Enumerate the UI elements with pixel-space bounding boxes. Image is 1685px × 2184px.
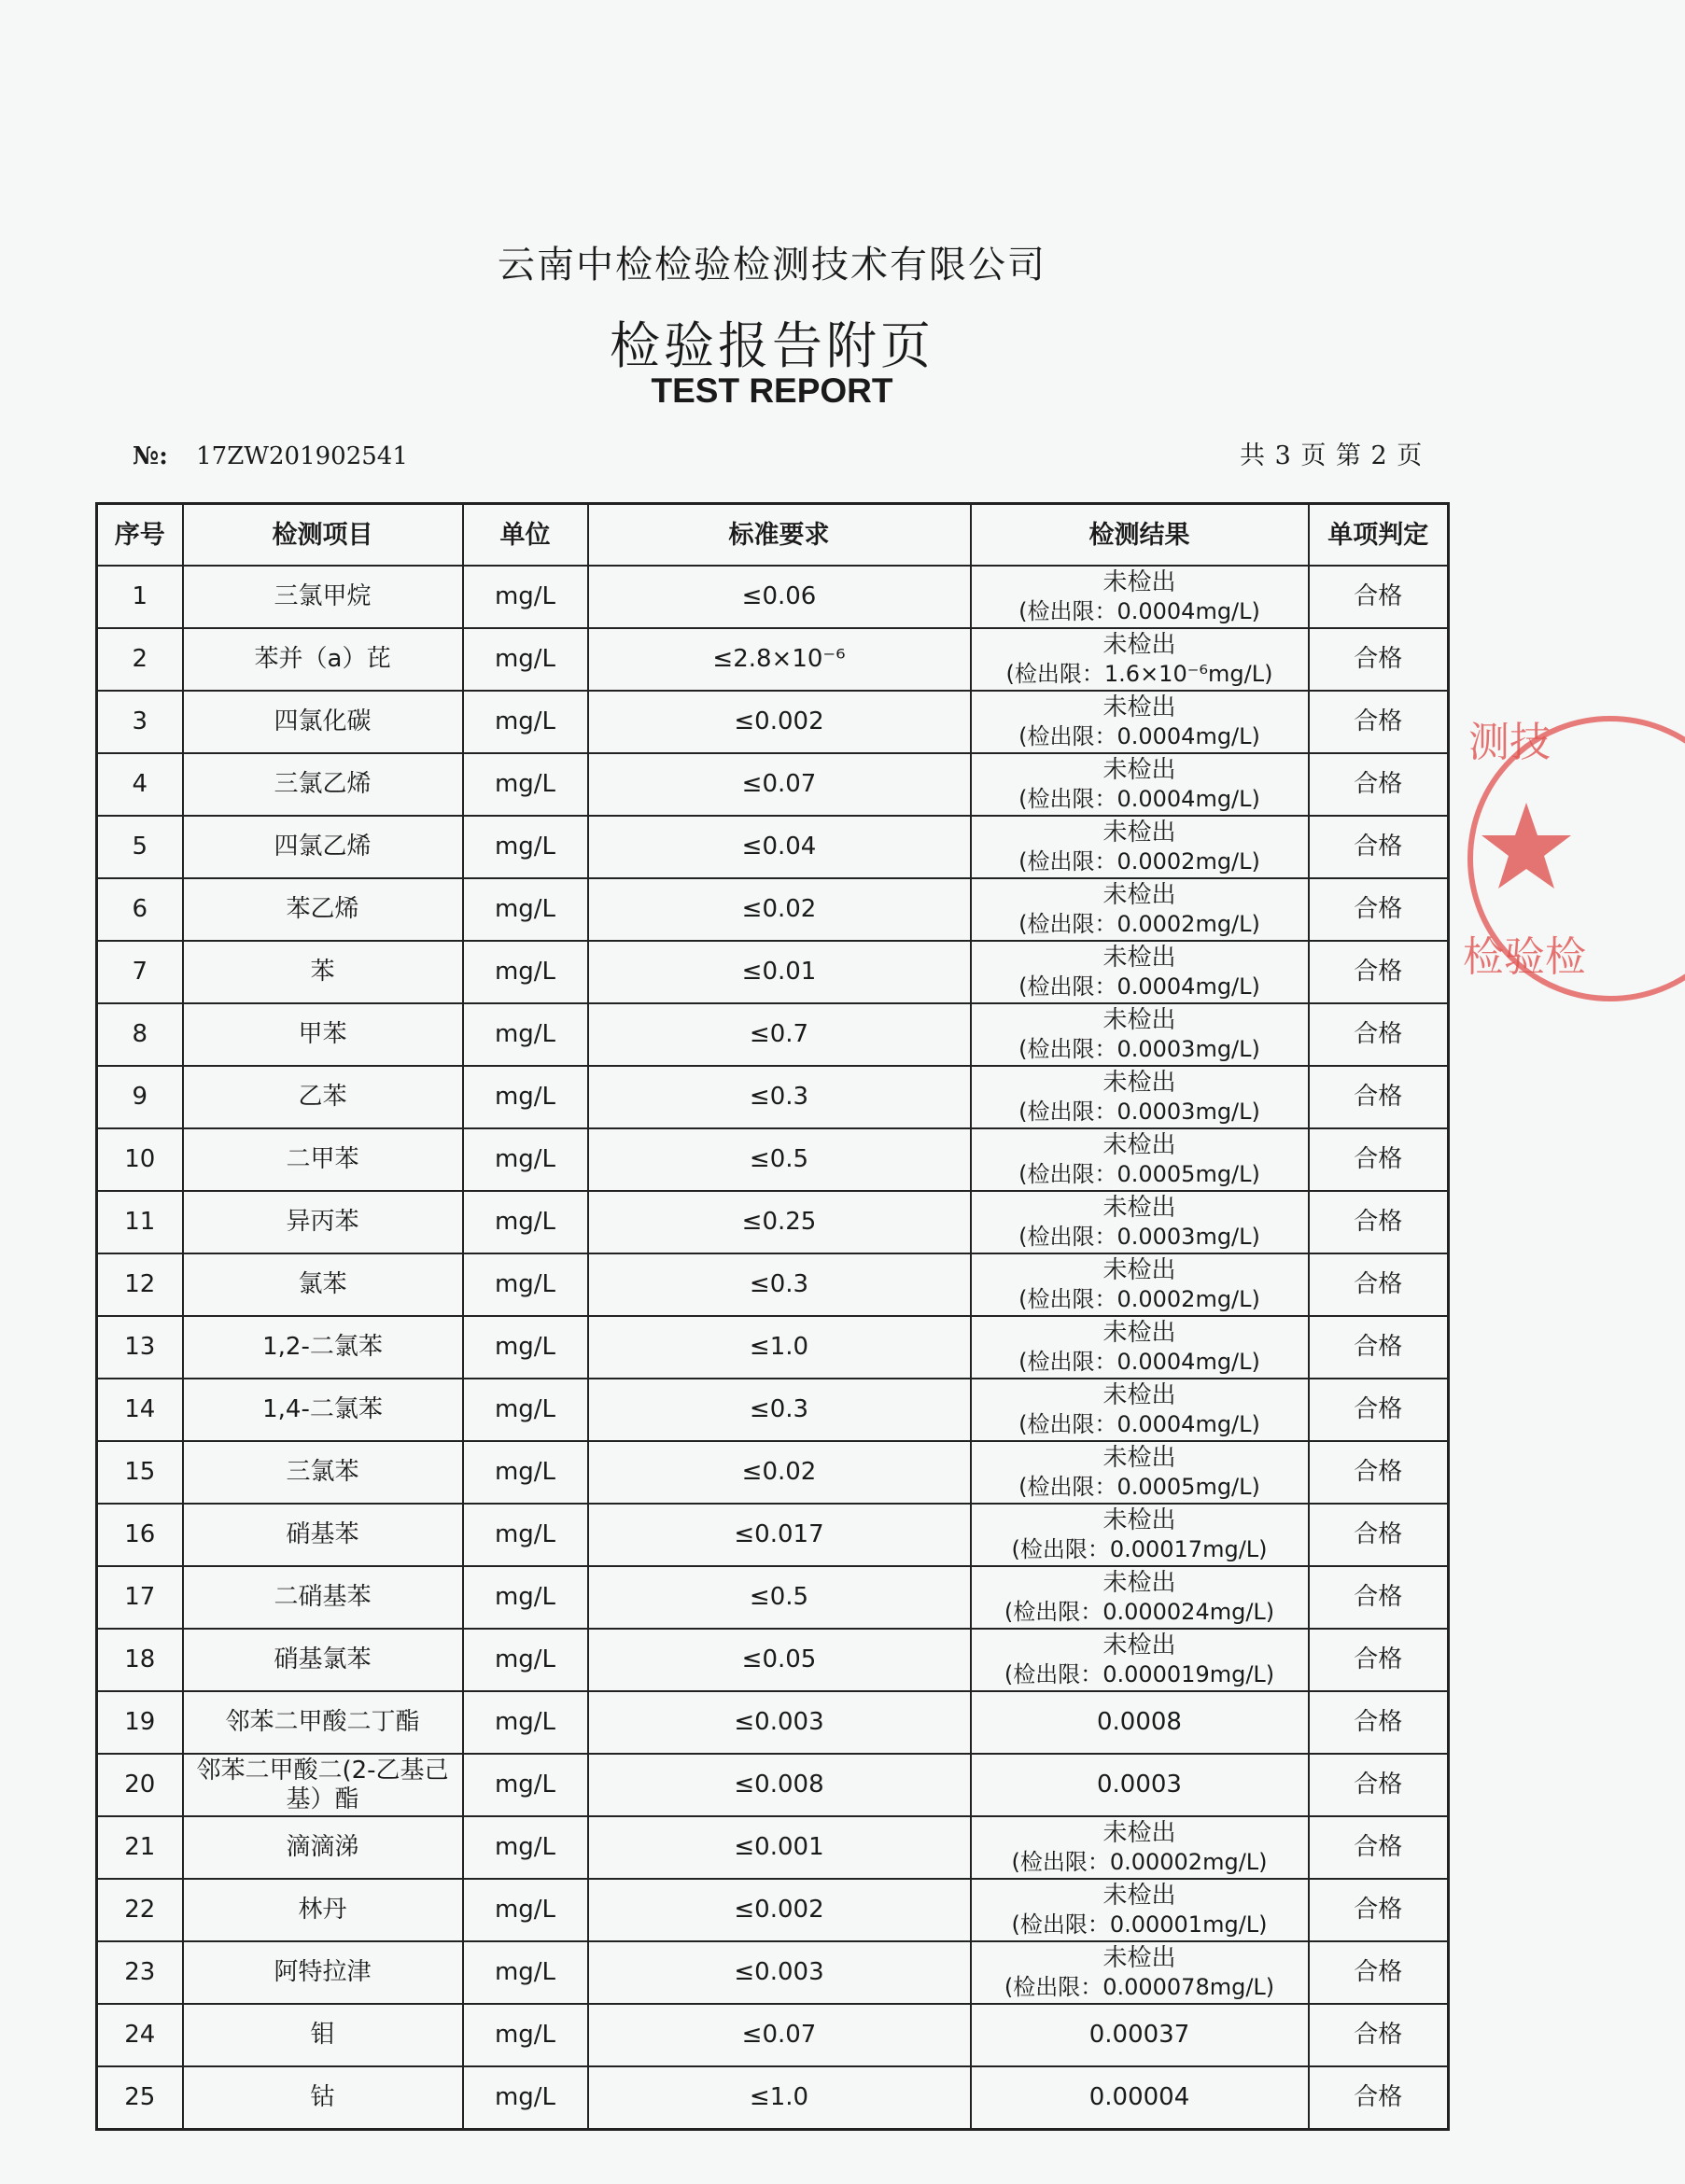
table-row bbox=[97, 878, 1449, 941]
cell-judgement: 合格 bbox=[1309, 1816, 1449, 1879]
cell-standard: ≤0.7 bbox=[588, 1003, 971, 1066]
cell-judgement: 合格 bbox=[1309, 1379, 1449, 1441]
cell-unit: mg/L bbox=[463, 1003, 588, 1066]
cell-judgement: 合格 bbox=[1309, 2066, 1449, 2130]
cell-item: 二硝基苯 bbox=[183, 1566, 463, 1629]
table-row bbox=[97, 941, 1449, 1003]
cell-no: 13 bbox=[97, 1316, 183, 1379]
cell-judgement: 合格 bbox=[1309, 1629, 1449, 1691]
cell-result bbox=[971, 878, 1309, 941]
detection-limit: (检出限：0.0004mg/L) bbox=[1018, 1410, 1260, 1437]
detection-limit: (检出限：0.00002mg/L) bbox=[1011, 1848, 1268, 1875]
detection-limit: (检出限：0.0002mg/L) bbox=[1018, 1285, 1260, 1312]
cell-judgement: 合格 bbox=[1309, 691, 1449, 753]
cell-result bbox=[971, 1316, 1309, 1379]
detection-limit: (检出限：0.000024mg/L) bbox=[1004, 1598, 1275, 1625]
table-row bbox=[97, 1691, 1449, 1754]
result-value: 未检出 bbox=[1102, 567, 1176, 596]
table-row bbox=[97, 1003, 1449, 1066]
cell-no: 5 bbox=[97, 816, 183, 878]
detection-limit: (检出限：0.00017mg/L) bbox=[1011, 1535, 1268, 1562]
cell-standard: ≤0.002 bbox=[588, 1879, 971, 1941]
table-row bbox=[97, 566, 1449, 628]
cell-no: 10 bbox=[97, 1128, 183, 1191]
cell-item: 阿特拉津 bbox=[183, 1941, 463, 2004]
detection-limit: (检出限：0.0002mg/L) bbox=[1018, 910, 1260, 937]
cell-judgement: 合格 bbox=[1309, 1566, 1449, 1629]
cell-unit: mg/L bbox=[463, 816, 588, 878]
cell-unit: mg/L bbox=[463, 2004, 588, 2066]
cell-standard: ≤0.008 bbox=[588, 1754, 971, 1816]
cell-item: 钼 bbox=[183, 2004, 463, 2066]
cell-no: 25 bbox=[97, 2066, 183, 2130]
cell-result bbox=[971, 1003, 1309, 1066]
cell-result bbox=[971, 1379, 1309, 1441]
result-value: 未检出 bbox=[1102, 1631, 1176, 1659]
cell-standard: ≤1.0 bbox=[588, 1316, 971, 1379]
cell-standard: ≤0.06 bbox=[588, 566, 971, 628]
cell-standard: ≤0.01 bbox=[588, 941, 971, 1003]
cell-no: 1 bbox=[97, 566, 183, 628]
cell-item: 1,4-二氯苯 bbox=[183, 1379, 463, 1441]
result-value: 0.00004 bbox=[1088, 2083, 1190, 2111]
detection-limit: (检出限：0.00001mg/L) bbox=[1011, 1911, 1268, 1938]
table-row bbox=[97, 1566, 1449, 1629]
cell-result bbox=[971, 1566, 1309, 1629]
cell-standard: ≤0.07 bbox=[588, 2004, 971, 2066]
result-value: 未检出 bbox=[1102, 630, 1176, 659]
cell-judgement: 合格 bbox=[1309, 1191, 1449, 1253]
cell-result bbox=[971, 1941, 1309, 2004]
result-value: 未检出 bbox=[1102, 1443, 1176, 1472]
cell-no: 21 bbox=[97, 1816, 183, 1879]
table-row bbox=[97, 2066, 1449, 2130]
cell-judgement: 合格 bbox=[1309, 566, 1449, 628]
cell-result bbox=[971, 941, 1309, 1003]
table-row bbox=[97, 1253, 1449, 1316]
detection-limit: (检出限：0.0004mg/L) bbox=[1018, 785, 1260, 812]
table-row bbox=[97, 816, 1449, 878]
page-info: 共 3 页 第 2 页 bbox=[1240, 441, 1424, 470]
cell-judgement: 合格 bbox=[1309, 1691, 1449, 1754]
detection-limit: (检出限：1.6×10⁻⁶mg/L) bbox=[1005, 660, 1273, 687]
result-value: 未检出 bbox=[1102, 1255, 1176, 1284]
detection-limit: (检出限：0.0005mg/L) bbox=[1018, 1473, 1260, 1500]
table-row bbox=[97, 2004, 1449, 2066]
cell-judgement: 合格 bbox=[1309, 1941, 1449, 2004]
table-row bbox=[97, 1754, 1449, 1816]
cell-result bbox=[971, 1504, 1309, 1566]
result-value: 未检出 bbox=[1102, 1068, 1176, 1097]
cell-standard: ≤0.02 bbox=[588, 1441, 971, 1504]
result-value: 未检出 bbox=[1102, 1380, 1176, 1409]
cell-standard: ≤0.5 bbox=[588, 1566, 971, 1629]
cell-result bbox=[971, 691, 1309, 753]
cell-no: 3 bbox=[97, 691, 183, 753]
cell-unit: mg/L bbox=[463, 1566, 588, 1629]
cell-judgement: 合格 bbox=[1309, 1128, 1449, 1191]
seal-text-top: 测技 bbox=[1468, 719, 1551, 766]
cell-judgement: 合格 bbox=[1309, 1316, 1449, 1379]
cell-item: 三氯乙烯 bbox=[183, 753, 463, 816]
cell-result bbox=[971, 1441, 1309, 1504]
detection-limit: (检出限：0.0004mg/L) bbox=[1018, 973, 1260, 1000]
report-number-label: №: bbox=[133, 442, 168, 470]
cell-result bbox=[971, 1128, 1309, 1191]
cell-standard: ≤2.8×10⁻⁶ bbox=[588, 628, 971, 691]
result-value: 未检出 bbox=[1102, 693, 1176, 721]
cell-result bbox=[971, 816, 1309, 878]
table-row bbox=[97, 1879, 1449, 1941]
result-value: 0.0003 bbox=[1097, 1771, 1182, 1799]
cell-standard: ≤0.3 bbox=[588, 1066, 971, 1128]
cell-standard: ≤0.5 bbox=[588, 1128, 971, 1191]
cell-judgement: 合格 bbox=[1309, 878, 1449, 941]
cell-result bbox=[971, 1754, 1309, 1816]
detection-limit: (检出限：0.0004mg/L) bbox=[1018, 597, 1260, 624]
table-row bbox=[97, 628, 1449, 691]
result-value: 0.00037 bbox=[1088, 2021, 1190, 2049]
table-row bbox=[97, 1441, 1449, 1504]
results-table bbox=[95, 502, 1450, 2131]
table-row bbox=[97, 753, 1449, 816]
detection-limit: (检出限：0.0005mg/L) bbox=[1018, 1160, 1260, 1187]
cell-no: 12 bbox=[97, 1253, 183, 1316]
cell-item: 邻苯二甲酸二(2-乙基己基）酯 bbox=[183, 1754, 463, 1816]
cell-unit: mg/L bbox=[463, 1879, 588, 1941]
cell-no: 9 bbox=[97, 1066, 183, 1128]
cell-standard: ≤0.017 bbox=[588, 1504, 971, 1566]
report-number-value: 17ZW201902541 bbox=[196, 442, 408, 470]
cell-unit: mg/L bbox=[463, 1754, 588, 1816]
table-row bbox=[97, 1629, 1449, 1691]
cell-unit: mg/L bbox=[463, 1816, 588, 1879]
cell-item: 四氯化碳 bbox=[183, 691, 463, 753]
cell-unit: mg/L bbox=[463, 941, 588, 1003]
cell-item: 硝基苯 bbox=[183, 1504, 463, 1566]
column-header-no: 序号 bbox=[97, 504, 183, 567]
cell-result bbox=[971, 1253, 1309, 1316]
column-header-judgement: 单项判定 bbox=[1309, 504, 1449, 567]
report-title: 检验报告附页 bbox=[610, 316, 934, 375]
table-row bbox=[97, 1379, 1449, 1441]
cell-judgement: 合格 bbox=[1309, 1003, 1449, 1066]
company-name: 云南中检检验检测技术有限公司 bbox=[498, 244, 1046, 287]
cell-unit: mg/L bbox=[463, 628, 588, 691]
cell-standard: ≤0.25 bbox=[588, 1191, 971, 1253]
cell-unit: mg/L bbox=[463, 1379, 588, 1441]
cell-no: 16 bbox=[97, 1504, 183, 1566]
detection-limit: (检出限：0.0004mg/L) bbox=[1018, 1348, 1260, 1375]
cell-unit: mg/L bbox=[463, 878, 588, 941]
cell-unit: mg/L bbox=[463, 1629, 588, 1691]
cell-standard: ≤0.3 bbox=[588, 1253, 971, 1316]
table-row bbox=[97, 1066, 1449, 1128]
cell-result bbox=[971, 566, 1309, 628]
cell-item: 钴 bbox=[183, 2066, 463, 2130]
column-header-standard: 标准要求 bbox=[588, 504, 971, 567]
result-value: 未检出 bbox=[1102, 1568, 1176, 1597]
cell-standard: ≤0.05 bbox=[588, 1629, 971, 1691]
cell-standard: ≤0.07 bbox=[588, 753, 971, 816]
cell-judgement: 合格 bbox=[1309, 1066, 1449, 1128]
cell-item: 硝基氯苯 bbox=[183, 1629, 463, 1691]
cell-no: 20 bbox=[97, 1754, 183, 1816]
result-value: 未检出 bbox=[1102, 1318, 1176, 1347]
table-body bbox=[97, 566, 1449, 2130]
cell-judgement: 合格 bbox=[1309, 628, 1449, 691]
cell-unit: mg/L bbox=[463, 1128, 588, 1191]
cell-no: 4 bbox=[97, 753, 183, 816]
cell-item: 苯 bbox=[183, 941, 463, 1003]
result-value: 未检出 bbox=[1102, 943, 1176, 972]
table-row bbox=[97, 1128, 1449, 1191]
detection-limit: (检出限：0.0003mg/L) bbox=[1018, 1098, 1260, 1125]
column-header-unit: 单位 bbox=[463, 504, 588, 567]
result-value: 0.0008 bbox=[1097, 1708, 1182, 1736]
cell-no: 2 bbox=[97, 628, 183, 691]
cell-item: 二甲苯 bbox=[183, 1128, 463, 1191]
cell-unit: mg/L bbox=[463, 753, 588, 816]
detection-limit: (检出限：0.000078mg/L) bbox=[1004, 1973, 1275, 2000]
cell-result bbox=[971, 1816, 1309, 1879]
cell-item: 三氯甲烷 bbox=[183, 566, 463, 628]
table-row bbox=[97, 1941, 1449, 2004]
cell-judgement: 合格 bbox=[1309, 2004, 1449, 2066]
cell-judgement: 合格 bbox=[1309, 1253, 1449, 1316]
cell-unit: mg/L bbox=[463, 1253, 588, 1316]
cell-item: 三氯苯 bbox=[183, 1441, 463, 1504]
cell-standard: ≤0.003 bbox=[588, 1691, 971, 1754]
cell-standard: ≤0.003 bbox=[588, 1941, 971, 2004]
cell-item: 异丙苯 bbox=[183, 1191, 463, 1253]
cell-item: 1,2-二氯苯 bbox=[183, 1316, 463, 1379]
result-value: 未检出 bbox=[1102, 1943, 1176, 1972]
cell-unit: mg/L bbox=[463, 1066, 588, 1128]
cell-item: 林丹 bbox=[183, 1879, 463, 1941]
cell-result bbox=[971, 1879, 1309, 1941]
cell-result bbox=[971, 1691, 1309, 1754]
result-value: 未检出 bbox=[1102, 880, 1176, 909]
seal-text-bottom: 检验检 bbox=[1463, 933, 1586, 981]
cell-no: 17 bbox=[97, 1566, 183, 1629]
cell-standard: ≤1.0 bbox=[588, 2066, 971, 2130]
cell-no: 18 bbox=[97, 1629, 183, 1691]
cell-result bbox=[971, 1191, 1309, 1253]
cell-item: 乙苯 bbox=[183, 1066, 463, 1128]
cell-judgement: 合格 bbox=[1309, 941, 1449, 1003]
cell-item: 苯乙烯 bbox=[183, 878, 463, 941]
cell-result bbox=[971, 1066, 1309, 1128]
cell-item: 甲苯 bbox=[183, 1003, 463, 1066]
cell-unit: mg/L bbox=[463, 1504, 588, 1566]
cell-unit: mg/L bbox=[463, 1441, 588, 1504]
cell-no: 19 bbox=[97, 1691, 183, 1754]
cell-judgement: 合格 bbox=[1309, 1504, 1449, 1566]
cell-item: 邻苯二甲酸二丁酯 bbox=[183, 1691, 463, 1754]
cell-item: 四氯乙烯 bbox=[183, 816, 463, 878]
cell-standard: ≤0.3 bbox=[588, 1379, 971, 1441]
table-row bbox=[97, 691, 1449, 753]
result-value: 未检出 bbox=[1102, 1881, 1176, 1910]
cell-no: 7 bbox=[97, 941, 183, 1003]
cell-judgement: 合格 bbox=[1309, 816, 1449, 878]
result-value: 未检出 bbox=[1102, 1818, 1176, 1847]
cell-unit: mg/L bbox=[463, 2066, 588, 2130]
cell-unit: mg/L bbox=[463, 1941, 588, 2004]
report-number bbox=[133, 442, 408, 470]
cell-unit: mg/L bbox=[463, 1191, 588, 1253]
result-value: 未检出 bbox=[1102, 1505, 1176, 1534]
cell-no: 8 bbox=[97, 1003, 183, 1066]
table-row bbox=[97, 1816, 1449, 1879]
detection-limit: (检出限：0.0004mg/L) bbox=[1018, 722, 1260, 749]
detection-limit: (检出限：0.000019mg/L) bbox=[1004, 1660, 1275, 1687]
cell-judgement: 合格 bbox=[1309, 1441, 1449, 1504]
cell-no: 22 bbox=[97, 1879, 183, 1941]
cell-standard: ≤0.04 bbox=[588, 816, 971, 878]
cell-no: 23 bbox=[97, 1941, 183, 2004]
cell-result bbox=[971, 628, 1309, 691]
cell-item: 苯并（a）芘 bbox=[183, 628, 463, 691]
cell-result bbox=[971, 753, 1309, 816]
cell-item: 氯苯 bbox=[183, 1253, 463, 1316]
result-value: 未检出 bbox=[1102, 755, 1176, 784]
table-header-row bbox=[97, 504, 1449, 567]
cell-no: 6 bbox=[97, 878, 183, 941]
cell-result bbox=[971, 2004, 1309, 2066]
cell-standard: ≤0.002 bbox=[588, 691, 971, 753]
column-header-result: 检测结果 bbox=[971, 504, 1309, 567]
cell-result bbox=[971, 2066, 1309, 2130]
company-seal bbox=[1461, 691, 1586, 1027]
cell-unit: mg/L bbox=[463, 566, 588, 628]
cell-no: 15 bbox=[97, 1441, 183, 1504]
detection-limit: (检出限：0.0003mg/L) bbox=[1018, 1223, 1260, 1250]
result-value: 未检出 bbox=[1102, 1193, 1176, 1222]
cell-standard: ≤0.001 bbox=[588, 1816, 971, 1879]
report-title-en: TEST REPORT bbox=[651, 371, 893, 410]
table-row bbox=[97, 1504, 1449, 1566]
cell-unit: mg/L bbox=[463, 691, 588, 753]
cell-no: 14 bbox=[97, 1379, 183, 1441]
detection-limit: (检出限：0.0002mg/L) bbox=[1018, 847, 1260, 875]
table-row bbox=[97, 1191, 1449, 1253]
detection-limit: (检出限：0.0003mg/L) bbox=[1018, 1035, 1260, 1062]
cell-judgement: 合格 bbox=[1309, 1879, 1449, 1941]
cell-judgement: 合格 bbox=[1309, 753, 1449, 816]
cell-unit: mg/L bbox=[463, 1691, 588, 1754]
column-header-item: 检测项目 bbox=[183, 504, 463, 567]
cell-item: 滴滴涕 bbox=[183, 1816, 463, 1879]
cell-judgement: 合格 bbox=[1309, 1754, 1449, 1816]
cell-no: 11 bbox=[97, 1191, 183, 1253]
cell-standard: ≤0.02 bbox=[588, 878, 971, 941]
table-row bbox=[97, 1316, 1449, 1379]
cell-no: 24 bbox=[97, 2004, 183, 2066]
cell-result bbox=[971, 1629, 1309, 1691]
result-value: 未检出 bbox=[1102, 1005, 1176, 1034]
result-value: 未检出 bbox=[1102, 1130, 1176, 1159]
cell-unit: mg/L bbox=[463, 1316, 588, 1379]
result-value: 未检出 bbox=[1102, 818, 1176, 847]
